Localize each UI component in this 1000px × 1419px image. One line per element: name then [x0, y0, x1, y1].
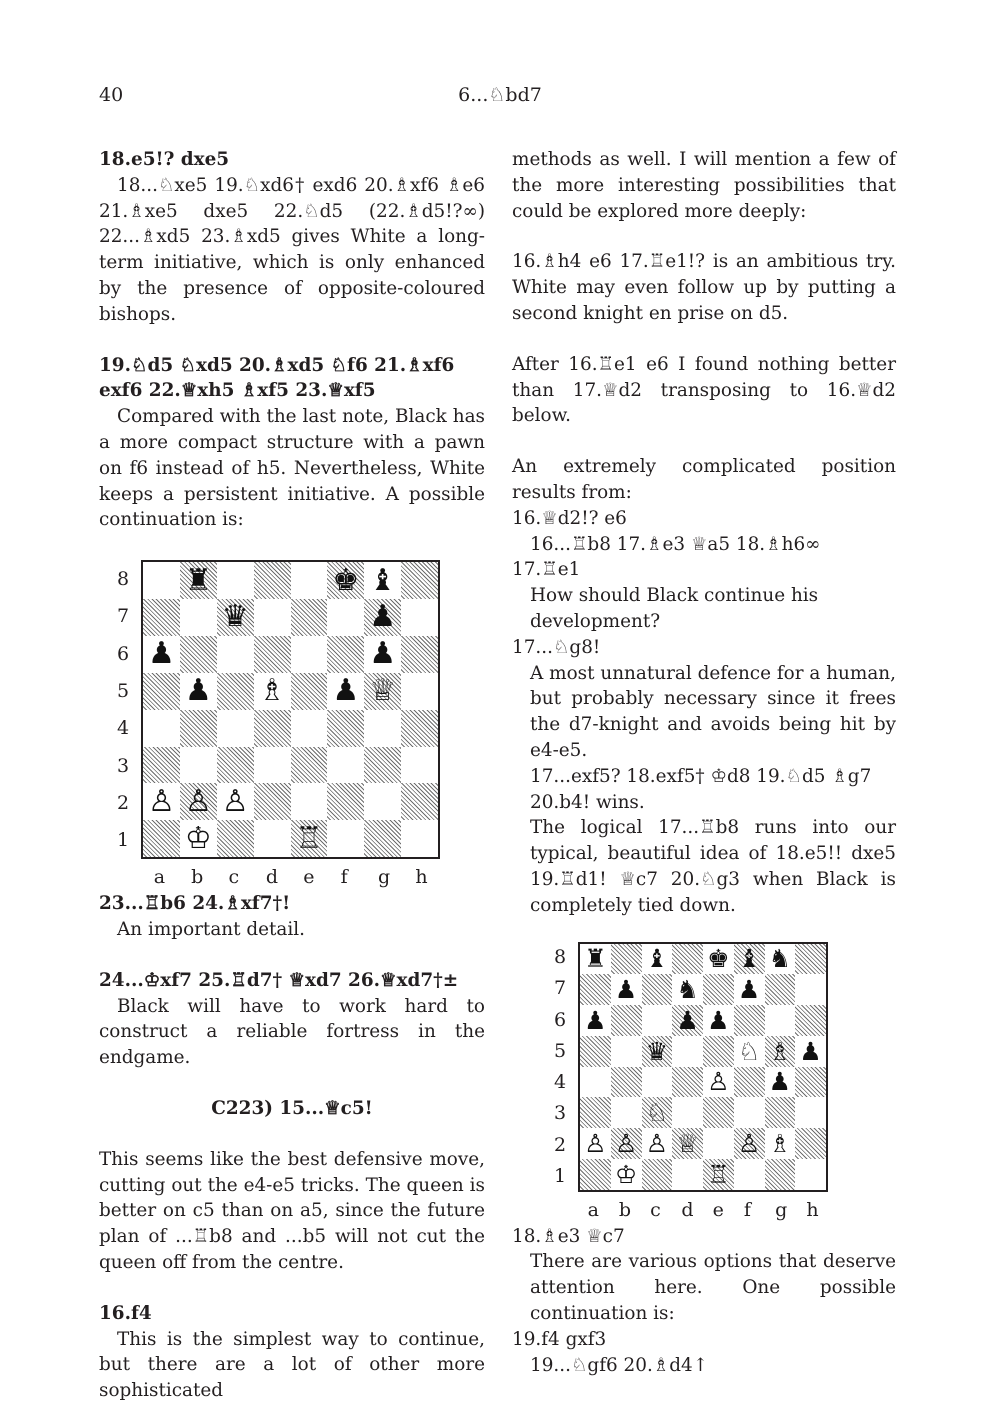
file-label: g: [775, 1198, 788, 1221]
square-e8: [291, 562, 328, 599]
square-b6: [611, 1005, 642, 1036]
right-column: [512, 147, 896, 1378]
variation-line: There are various options that deserve attention here. One possible continuation is:: [530, 1251, 896, 1324]
square-b3: [611, 1097, 642, 1128]
square-g4: [765, 1067, 796, 1098]
square-c3: [217, 747, 254, 784]
square-f5: [327, 673, 364, 710]
square-c6: [642, 1005, 673, 1036]
square-e7: [291, 599, 328, 636]
square-g6: [364, 636, 401, 673]
move-heading: 23...♖b6 24.♗xf7†!: [99, 893, 291, 915]
chess-piece: ♟: [369, 599, 397, 635]
square-h7: [795, 974, 826, 1005]
square-a3: [143, 747, 180, 784]
chess-piece: ♘: [645, 1098, 669, 1128]
square-d4: [254, 710, 291, 747]
chess-piece: ♙: [614, 1128, 638, 1158]
rank-label: 6: [117, 642, 130, 665]
chess-piece: ♛: [221, 599, 249, 635]
chess-piece: ♙: [645, 1128, 669, 1158]
square-d8: [254, 562, 291, 599]
square-b1: [180, 820, 217, 857]
square-d6: [672, 1005, 703, 1036]
square-h2: [401, 783, 438, 820]
square-g8: [765, 944, 796, 975]
chess-piece: ♖: [295, 820, 323, 856]
square-g7: [765, 974, 796, 1005]
square-c7: [642, 974, 673, 1005]
move-heading: 24...♔xf7 25.♖d7† ♕xd7 26.♕xd7†±: [99, 969, 459, 991]
square-h4: [401, 710, 438, 747]
rank-label: 5: [117, 679, 130, 702]
square-f3: [734, 1097, 765, 1128]
square-f8: [327, 562, 364, 599]
chess-piece: ♟: [147, 636, 175, 672]
file-label: h: [415, 866, 428, 889]
square-e2: [703, 1128, 734, 1159]
square-e3: [291, 747, 328, 784]
chess-piece: ♟: [768, 1067, 792, 1097]
square-d4: [672, 1067, 703, 1098]
square-h6: [401, 636, 438, 673]
square-c5: [217, 673, 254, 710]
chess-piece: ♚: [707, 944, 730, 974]
square-f8: [734, 944, 765, 975]
move-heading: 16.f4: [99, 1302, 152, 1324]
square-d5: [672, 1036, 703, 1067]
chess-piece: ♘: [737, 1036, 761, 1066]
square-e6: [703, 1005, 734, 1036]
chess-piece: ♞: [768, 944, 792, 974]
chessboard: [141, 560, 440, 859]
chess-piece: ♖: [707, 1159, 730, 1189]
square-f2: [734, 1128, 765, 1159]
rank-label: 3: [117, 754, 130, 777]
square-b7: [611, 974, 642, 1005]
square-c1: [217, 820, 254, 857]
variation-line: 19...♘gf6 20.♗d4↑: [530, 1354, 709, 1376]
square-c1: [642, 1159, 673, 1190]
move-line: 19.f4 gxf3: [512, 1328, 607, 1350]
chess-diagram-1: [99, 533, 485, 891]
chessboard: [578, 942, 828, 1192]
file-label: b: [618, 1198, 632, 1221]
square-d3: [672, 1097, 703, 1128]
rank-label: 7: [117, 605, 130, 628]
file-label: c: [650, 1198, 661, 1221]
square-g6: [765, 1005, 796, 1036]
square-f4: [327, 710, 364, 747]
square-d1: [672, 1159, 703, 1190]
chess-piece: ♝: [369, 562, 397, 598]
square-e7: [703, 974, 734, 1005]
square-b3: [180, 747, 217, 784]
left-column: [99, 147, 485, 1404]
square-g2: [765, 1128, 796, 1159]
rank-label: 8: [117, 567, 130, 590]
square-a1: [143, 820, 180, 857]
file-label: c: [228, 866, 240, 889]
square-b5: [611, 1036, 642, 1067]
annotation-paragraph: An extremely complicated position results from:: [512, 456, 896, 503]
chess-piece: ♟: [676, 1005, 699, 1035]
chess-piece: ♝: [645, 944, 669, 974]
square-b1: [611, 1159, 642, 1190]
square-e5: [703, 1036, 734, 1067]
square-g7: [364, 599, 401, 636]
square-e1: [291, 820, 328, 857]
chess-piece: ♕: [676, 1128, 699, 1158]
chess-piece: ♛: [645, 1036, 669, 1066]
square-h7: [401, 599, 438, 636]
square-b5: [180, 673, 217, 710]
file-label: e: [712, 1198, 724, 1221]
move-line: 16.♕d2!? e6: [512, 507, 627, 529]
square-h8: [795, 944, 826, 975]
square-g2: [364, 783, 401, 820]
chess-piece: ♙: [184, 783, 212, 819]
square-h5: [401, 673, 438, 710]
square-d8: [672, 944, 703, 975]
square-b4: [180, 710, 217, 747]
rank-label: 6: [554, 1008, 567, 1031]
square-c3: [642, 1097, 673, 1128]
square-e8: [703, 944, 734, 975]
annotation-paragraph: Black will have to work hard to construct a reliable fortress in the endgame.: [99, 995, 485, 1069]
square-f4: [734, 1067, 765, 1098]
chess-piece: ♟: [584, 1005, 607, 1035]
square-b6: [180, 636, 217, 673]
chess-piece: ♝: [737, 944, 761, 974]
chess-piece: ♟: [799, 1036, 822, 1066]
file-label: f: [340, 866, 348, 889]
square-g1: [765, 1159, 796, 1190]
file-label: d: [265, 866, 278, 889]
square-d3: [254, 747, 291, 784]
chess-piece: ♕: [369, 673, 397, 709]
variation-line: 17...exf5? 18.exf5† ♔d8 19.♘d5 ♗g7 20.b4! wins.: [530, 765, 872, 813]
square-a4: [143, 710, 180, 747]
rank-label: 1: [117, 829, 130, 852]
file-label: g: [377, 866, 391, 889]
rank-label: 5: [554, 1039, 567, 1062]
chess-piece: ♗: [768, 1036, 792, 1066]
page-number: 40: [99, 84, 124, 106]
square-h3: [795, 1097, 826, 1128]
square-a7: [580, 974, 611, 1005]
square-h8: [401, 562, 438, 599]
square-d5: [254, 673, 291, 710]
annotation-paragraph: 18...♘xe5 19.♘xd6† exd6 20.♗xf6 ♗e6 21.♗xe5 dxe5 22.♘d5 (22.♗d5!?∞) 22...♗xd5 23.♗xd5 gives White a long-term initiative, which is only enhanced by the presence of opposite-coloured bishops.: [99, 174, 485, 325]
chess-piece: ♚: [332, 562, 360, 598]
square-a2: [143, 783, 180, 820]
square-g5: [364, 673, 401, 710]
move-line: 17...♘g8!: [512, 636, 601, 658]
square-a8: [580, 944, 611, 975]
square-c4: [217, 710, 254, 747]
move-heading: 18.e5!? dxe5: [99, 149, 230, 170]
chess-piece: ♙: [737, 1128, 761, 1158]
chess-piece: ♟: [737, 975, 761, 1005]
square-g1: [364, 820, 401, 857]
variation-line: 16...♖b8 17.♗e3 ♕a5 18.♗h6∞: [530, 533, 821, 555]
square-c8: [217, 562, 254, 599]
square-e2: [291, 783, 328, 820]
annotation-paragraph: Compared with the last note, Black has a more compact structure with a pawn on f6 instead of h5. Nevertheless, White keeps a persistent initiative. A possible continuation is:: [99, 406, 485, 531]
variation-line: The logical 17...♖b8 runs into our typical, beautiful idea of 18.e5!! dxe5 19.♖d1! ♕c7 20.♘g3 when Black is completely tied down.: [530, 817, 896, 916]
square-f7: [734, 974, 765, 1005]
annotation-paragraph: After 16.♖e1 e6 I found nothing better than 17.♕d2 transposing to 16.♕d2 below.: [512, 353, 896, 427]
rank-label: 3: [554, 1102, 567, 1125]
square-b7: [180, 599, 217, 636]
square-a2: [580, 1128, 611, 1159]
square-g3: [364, 747, 401, 784]
chess-piece: ♟: [369, 636, 397, 672]
square-a5: [143, 673, 180, 710]
chess-diagram-2: [512, 919, 896, 1224]
chess-piece: ♙: [147, 783, 175, 819]
square-c4: [642, 1067, 673, 1098]
rank-label: 1: [554, 1164, 567, 1187]
square-d1: [254, 820, 291, 857]
section-heading: C223) 15...♕c5!: [211, 1097, 373, 1119]
chess-piece: ♙: [221, 783, 249, 819]
square-g8: [364, 562, 401, 599]
annotation-paragraph: This seems like the best defensive move, cutting out the e4-e5 tricks. The queen is better on c5 than on a5, since the future plan of ...♖b8 and ...b5 will not cut the queen off from the centre.: [99, 1148, 485, 1273]
square-e5: [291, 673, 328, 710]
move-heading: 19.♘d5 ♘xd5 20.♗xd5 ♘f6 21.♗xf6 exf6 22.♕xh5 ♗xf5 23.♕xf5: [99, 354, 455, 402]
square-d6: [254, 636, 291, 673]
rank-label: 8: [554, 946, 567, 969]
file-label: e: [303, 866, 315, 889]
square-b4: [611, 1067, 642, 1098]
square-e4: [703, 1067, 734, 1098]
square-h3: [401, 747, 438, 784]
variation-line: A most unnatural defence for a human, but probably necessary since it frees the d7-knight and avoids being hit by e4-e5.: [530, 662, 896, 761]
rank-label: 2: [554, 1133, 567, 1156]
square-h1: [795, 1159, 826, 1190]
chess-piece: ♙: [707, 1067, 730, 1097]
square-h2: [795, 1128, 826, 1159]
square-g3: [765, 1097, 796, 1128]
rank-label: 4: [554, 1071, 567, 1094]
running-head: 6...♘bd7: [458, 84, 542, 106]
square-f3: [327, 747, 364, 784]
chess-piece: ♟: [332, 673, 360, 709]
chess-piece: ♗: [258, 673, 286, 709]
square-h1: [401, 820, 438, 857]
square-a1: [580, 1159, 611, 1190]
file-label: b: [191, 866, 204, 889]
square-f6: [734, 1005, 765, 1036]
square-a7: [143, 599, 180, 636]
chess-piece: ♗: [768, 1128, 792, 1158]
variation-line: How should Black continue his development?: [530, 585, 819, 632]
move-line: 17.♖e1: [512, 559, 581, 581]
rank-label: 7: [554, 977, 567, 1000]
chess-piece: ♟: [707, 1005, 730, 1035]
annotation-paragraph: This is the simplest way to continue, but there are a lot of other more sophisticated: [99, 1328, 485, 1402]
square-b8: [611, 944, 642, 975]
chess-piece: ♔: [184, 820, 212, 856]
file-label: f: [743, 1198, 751, 1221]
file-label: d: [681, 1198, 694, 1221]
annotation-paragraph: 16.♗h4 e6 17.♖e1!? is an ambitious try. White may even follow up by putting a second knight en prise on d5.: [512, 251, 896, 324]
square-a3: [580, 1097, 611, 1128]
square-f1: [327, 820, 364, 857]
file-label: a: [153, 866, 166, 889]
chess-piece: ♟: [184, 673, 212, 709]
square-e4: [291, 710, 328, 747]
square-f6: [327, 636, 364, 673]
square-g4: [364, 710, 401, 747]
square-d2: [254, 783, 291, 820]
annotation-paragraph: methods as well. I will mention a few of the more interesting possibilities that could be explored more deeply:: [512, 149, 896, 222]
square-c5: [642, 1036, 673, 1067]
move-line: 18.♗e3 ♕c7: [512, 1225, 625, 1247]
square-f1: [734, 1159, 765, 1190]
square-e3: [703, 1097, 734, 1128]
file-label: h: [806, 1198, 819, 1221]
square-g5: [765, 1036, 796, 1067]
annotation-paragraph: An important detail.: [117, 918, 305, 940]
square-c6: [217, 636, 254, 673]
square-h5: [795, 1036, 826, 1067]
square-h6: [795, 1005, 826, 1036]
square-f5: [734, 1036, 765, 1067]
file-label: a: [587, 1198, 599, 1221]
square-a4: [580, 1067, 611, 1098]
square-e1: [703, 1159, 734, 1190]
square-c7: [217, 599, 254, 636]
square-b2: [611, 1128, 642, 1159]
chess-piece: ♙: [584, 1128, 607, 1158]
square-c8: [642, 944, 673, 975]
square-f2: [327, 783, 364, 820]
square-e6: [291, 636, 328, 673]
square-a8: [143, 562, 180, 599]
square-c2: [217, 783, 254, 820]
chess-piece: ♜: [584, 944, 607, 974]
chess-piece: ♜: [184, 562, 212, 598]
square-d7: [672, 974, 703, 1005]
square-a6: [580, 1005, 611, 1036]
chess-piece: ♞: [676, 975, 699, 1005]
square-a5: [580, 1036, 611, 1067]
chess-piece: ♔: [614, 1159, 638, 1189]
square-d7: [254, 599, 291, 636]
square-f7: [327, 599, 364, 636]
square-d2: [672, 1128, 703, 1159]
square-a6: [143, 636, 180, 673]
square-h4: [795, 1067, 826, 1098]
rank-label: 2: [117, 792, 130, 815]
square-b2: [180, 783, 217, 820]
square-c2: [642, 1128, 673, 1159]
square-b8: [180, 562, 217, 599]
rank-label: 4: [117, 717, 130, 740]
chess-piece: ♟: [614, 975, 638, 1005]
